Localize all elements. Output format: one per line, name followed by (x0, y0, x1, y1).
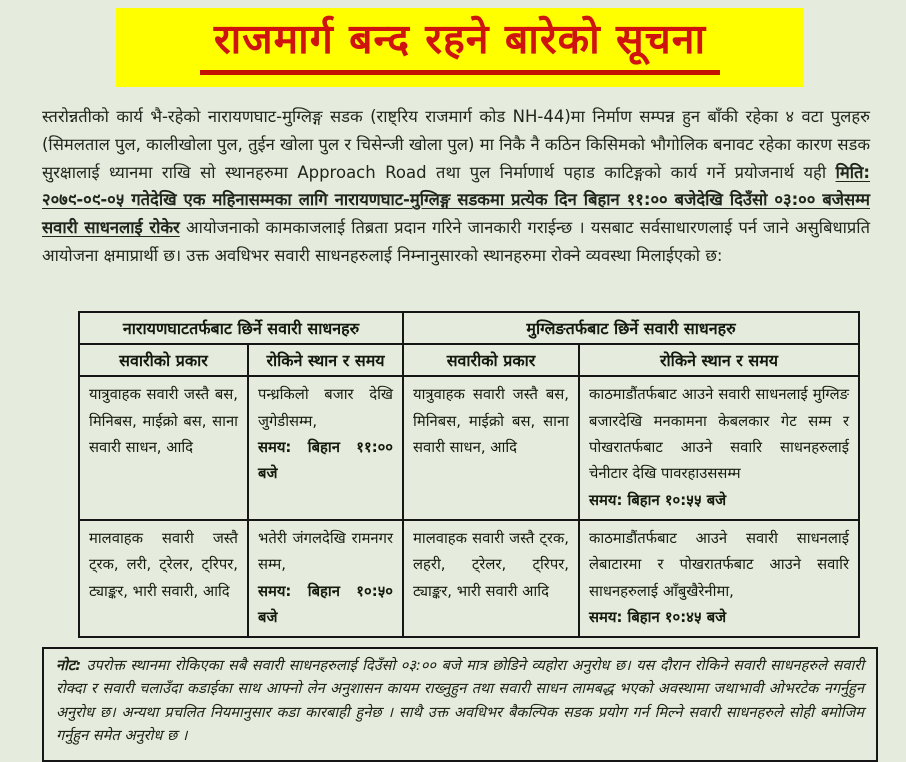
note-text: उपरोक्त स्थानमा रोकिएका सबै सवारी साधनहरुलाई दिउँसो ०३:०० बजे मात्र छोडिने व्यहोरा अनुरोध छ। यस दौरान रोकिने सवारी साधनहरुले सवारी रोक्दा र सवारी चलाउँदा कडाईका साथ आफ्नो लेन अनुशासन कायम राख्नुहुन तथा सवारी साधन लामबद्ध भएको अवस्थामा जथाभावी ओभरटेक नगर्नुहुन अनुरोध छ। अन्यथा प्रचलित नियमानुसार कडा कारबाही हुनेछ । साथै उक्त अवधिभर बैकल्पिक सडक प्रयोग गर्न मिल्ने सवारी साधनहरुले सोही बमोजिम गर्नुहुन समेत अनुरोध छ । (56, 657, 864, 744)
intro-text-regular-2: आयोजनाको कामकाजलाई तिब्रता प्रदान गरिने जानकारी गराईन्छ । यसबाट सर्वसाधारणलाई पर्न जाने असुबिधाप्रति आयोजना क्षमाप्रार्थी छ। उक्त अवधिभर सवारी साधनहरुलाई निम्नानुसारको स्थानहरुमा रोक्ने व्यवस्था मिलाईएको छ: (42, 218, 870, 265)
cell-text: यात्रुवाहक सवारी जस्तै बस, मिनिबस, माईक्रो बस, साना सवारी साधन, आदि (89, 386, 238, 457)
cell-text: मालवाहक सवारी जस्तै ट्रक, लहरी, ट्रेलर, ट्रिपर, ट्याङ्कर, भारी सवारी आदि (413, 530, 570, 600)
notice-page (0, 8, 906, 751)
group-header-mugling: मुग्लिङतर्फबाट छिर्ने सवारी साधनहरु (403, 312, 859, 344)
cell-passenger-stop-narayangadh (248, 376, 403, 520)
cell-text: मालवाहक सवारी जस्तै ट्रक, लरी, ट्रेलर, ट्रिपर, ट्याङ्कर, भारी सवारी, आदि (89, 530, 238, 600)
intro-text-highlight: मिति: २०७९-०९-०५ गतेदेखि एक महिनासम्मका लागि नारायणघाट-मुग्लिङ्ग सडकमा प्रत्येक दिन बिहान ११:०० बजेदेखि दिउँसो ०३:०० बजेसम्म सवारी साधनलाई रोकेर (42, 162, 870, 238)
cell-passenger-stop-mugling (579, 376, 859, 520)
note-label: नोट: (56, 657, 82, 675)
cell-text: काठमाडौंतर्फबाट आउने सवारी साधनलाई लेबाटारमा र पोखरातर्फबाट आउने सवारि साधनहरुलाई आँबुखैरेनीमा, (589, 530, 850, 600)
cell-text: पन्ध्रकिलो बजार देखि जुगेडीसम्म, (258, 386, 394, 430)
page-title: राजमार्ग बन्द रहने बारेको सूचना (200, 16, 720, 75)
group-header-row (79, 312, 859, 344)
column-header-row (79, 344, 859, 376)
cell-cargo-stop-mugling (579, 520, 859, 637)
closure-table (78, 311, 860, 638)
cell-cargo-type-mugling (403, 520, 579, 637)
cell-time: समय: बिहान १०:५० बजे (258, 582, 394, 627)
cell-passenger-type-mugling (403, 376, 579, 520)
note-box (42, 647, 878, 761)
column-header-vehicle-type-1: सवारीको प्रकार (79, 344, 248, 376)
cell-cargo-type-narayangadh (79, 520, 248, 637)
group-header-narayangadh: नारायणघाटतर्फबाट छिर्ने सवारी साधनहरु (79, 312, 403, 344)
cell-text: यात्रुवाहक सवारी जस्तै बस, मिनिबस, माईक्रो बस, साना सवारी साधन, आदि (413, 386, 570, 457)
title-banner (116, 8, 804, 87)
cell-time: समय: बिहान १०:४५ बजे (589, 609, 727, 627)
table-row (79, 520, 859, 637)
intro-paragraph (42, 103, 870, 269)
cell-time: समय: बिहान ११:०० बजे (258, 439, 394, 483)
column-header-stop-place-1: रोकिने स्थान र समय (248, 344, 403, 376)
cell-text: भतेरी जंगलदेखि रामनगर सम्म, (258, 530, 394, 574)
intro-text-regular-1: स्तरोन्नतीको कार्य भै-रहेको नारायणघाट-मुग्लिङ्ग सडक (राष्ट्रिय राजमार्ग कोड NH-44)मा निर्माण सम्पन्न हुन बाँकी रहेका ४ वटा पुलहरु (सिमलताल पुल, कालीखोला पुल, तुईन खोला पुल र चिसेन्जी खोला पुल) मा निकै नै कठिन किसिमको भौगोलिक बनावट रहेका कारण सडक सुरक्षालाई ध्यानमा राखि सो स्थानहरुमा Approach Road तथा पुल निर्माणार्थ पहाड काटिङ्गको कार्य गर्ने प्रयोजनार्थ यही (42, 107, 870, 182)
column-header-stop-place-2: रोकिने स्थान र समय (579, 344, 859, 376)
column-header-vehicle-type-2: सवारीको प्रकार (403, 344, 579, 376)
cell-text: काठमाडौंतर्फबाट आउने सवारी साधनलाई मुग्लिङ बजारदेखि मनकामना केबलकार गेट सम्म र पोखरातर्फबाट आउने सवारि साधनहरुलाई चेनीटार देखि पावरहाउससम्म (589, 386, 850, 483)
table-row (79, 376, 859, 520)
cell-passenger-type-narayangadh (79, 376, 248, 520)
cell-time: समय: बिहान १०:५५ बजे (589, 491, 727, 509)
cell-cargo-stop-narayangadh (248, 520, 403, 637)
